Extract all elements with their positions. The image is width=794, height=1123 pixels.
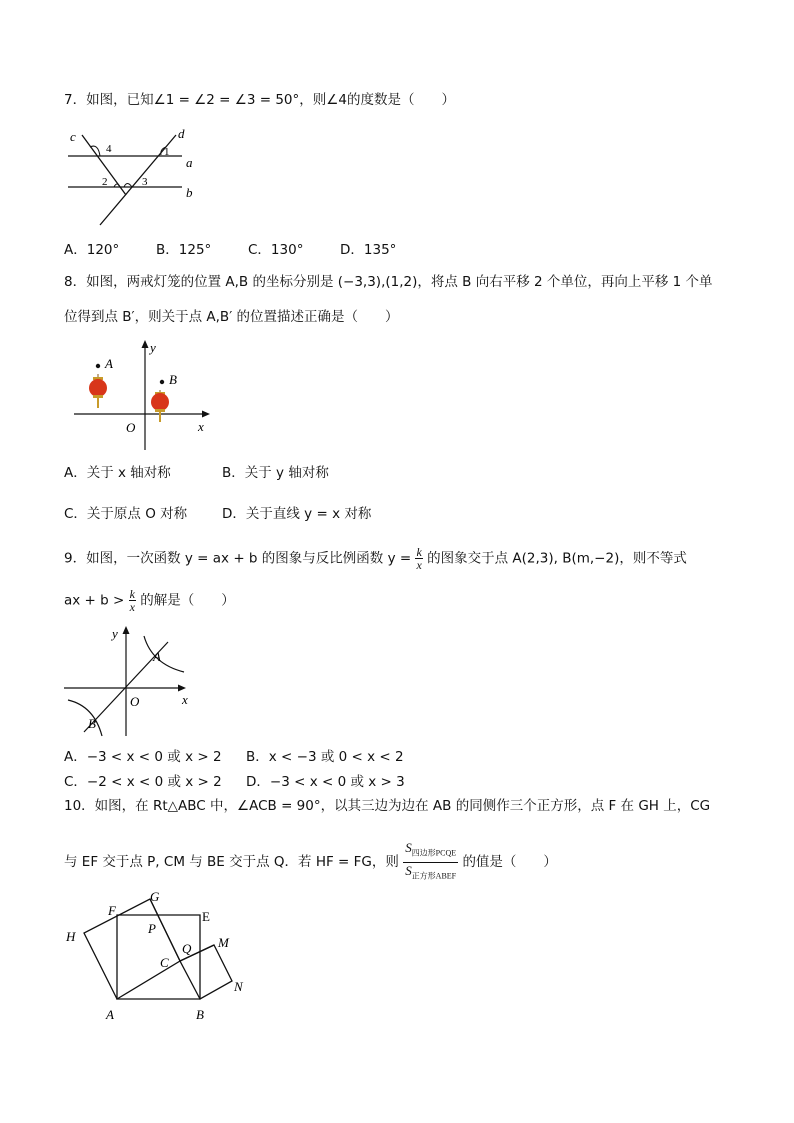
q7-label-b: b [186,185,193,200]
q8-label-b: B [169,372,177,387]
q9-fraction-k-over-x [415,546,422,571]
q9-option-b[interactable]: B．x < −3 或 0 < x < 2 [246,749,404,765]
q9-frac-num-2: k [129,587,135,601]
q8-point-a [96,364,100,368]
q7-angle-3: 3 [142,176,148,188]
q8-stem-line2: 位得到点 B′，则关于点 A,B′ 的位置描述正确是（ ） [64,309,399,325]
q8-option-d[interactable]: D．关于直线 y = x 对称 [222,506,372,522]
q9-label-o: O [130,694,140,709]
q10-frac-den: $S_{正方形ABEF}$ [405,862,457,881]
q7-option-b[interactable]: B．125° [156,242,212,258]
q10-figure [62,885,262,1025]
q9-option-a[interactable]: A．−3 < x < 0 或 x > 2 [64,749,222,765]
q10-label-q: Q [182,941,192,956]
q8-option-c[interactable]: C．关于原点 O 对称 [64,506,188,522]
q7-option-d[interactable]: D．135° [340,242,397,258]
q8-point-b [160,380,164,384]
q10-label-p: P [148,921,156,936]
q9-figure [62,624,197,739]
q7-angle-2: 2 [102,176,108,188]
q10-label-e: E [202,909,210,924]
q7-option-a[interactable]: A．120° [64,242,120,258]
q10-label-m: M [218,935,229,950]
q7-label-d: d [178,126,185,141]
q9-stem-post: 的图象交于点 A(2,3), B(m,−2)，则不等式 [427,550,687,567]
q7-label-c: c [70,129,76,144]
q9-label-a: A [153,649,161,664]
q9-label-y: y [112,626,118,641]
q9-option-d[interactable]: D．−3 < x < 0 或 x > 3 [246,774,405,790]
q9-label-b: B [88,716,96,731]
q8-label-x: x [198,419,204,434]
q8-label-o: O [126,420,136,435]
q9-frac-den-2: x [129,600,135,614]
q10-frac-num: $S_{四边形PCQE}$ [403,840,458,863]
q8-label-y: y [150,340,156,355]
lantern-icon-b [151,390,169,422]
q7-stem: 7．如图，已知∠1 = ∠2 = ∠3 = 50°，则∠4的度数是（ ） [64,92,455,108]
q8-option-a[interactable]: A．关于 x 轴对称 [64,465,171,481]
q7-option-c[interactable]: C．130° [248,242,304,258]
q7-angle-4: 4 [106,143,112,155]
q9-fraction-k-over-x-2 [129,588,136,613]
q10-label-f: F [108,903,116,918]
q9-label-x: x [182,692,188,707]
q9-line2-pre: ax + b > [64,592,125,609]
q8-option-b[interactable]: B．关于 y 轴对称 [222,465,329,481]
q10-label-b: B [196,1007,204,1022]
q7-angle-1: 1 [164,146,170,158]
q10-stem-line2-pre: 与 EF 交于点 P, CM 与 BE 交于点 Q．若 HF = FG，则 [64,854,399,871]
q8-label-a: A [105,356,113,371]
q10-label-h: H [66,929,76,944]
q10-stem-line2-post: 的值是（ ） [462,854,557,871]
q9-frac-den: x [416,558,422,572]
q10-label-g: G [150,889,160,904]
q7-figure [62,125,202,225]
q9-stem-line1 [64,546,687,571]
q8-stem-line1: 8．如图，两戒灯笼的位置 A,B 的坐标分别是 (−3,3),(1,2)，将点 B 向右平移 2 个单位，再向上平移 1 个单 [64,274,713,290]
q10-label-n: N [234,979,243,994]
q9-line2-post: 的解是（ ） [140,592,235,609]
lantern-icon-a [89,374,107,408]
q9-stem-pre: 9．如图，一次函数 y = ax + b 的图象与反比例函数 y = [64,550,412,567]
q9-frac-num: k [416,545,422,559]
q10-stem-line1: 10．如图，在 Rt△ABC 中，∠ACB = 90°，以其三边为边在 AB 的同侧作三个正方形，点 F 在 GH 上，CG [64,798,711,814]
q7-label-a: a [186,155,193,170]
q10-area-ratio-fraction [403,840,458,884]
q10-label-c: C [160,955,169,970]
q9-option-c[interactable]: C．−2 < x < 0 或 x > 2 [64,774,222,790]
q9-stem-line2 [64,588,235,613]
q10-label-a: A [106,1007,114,1022]
q10-stem-line2 [64,840,557,884]
q8-figure [68,338,218,453]
